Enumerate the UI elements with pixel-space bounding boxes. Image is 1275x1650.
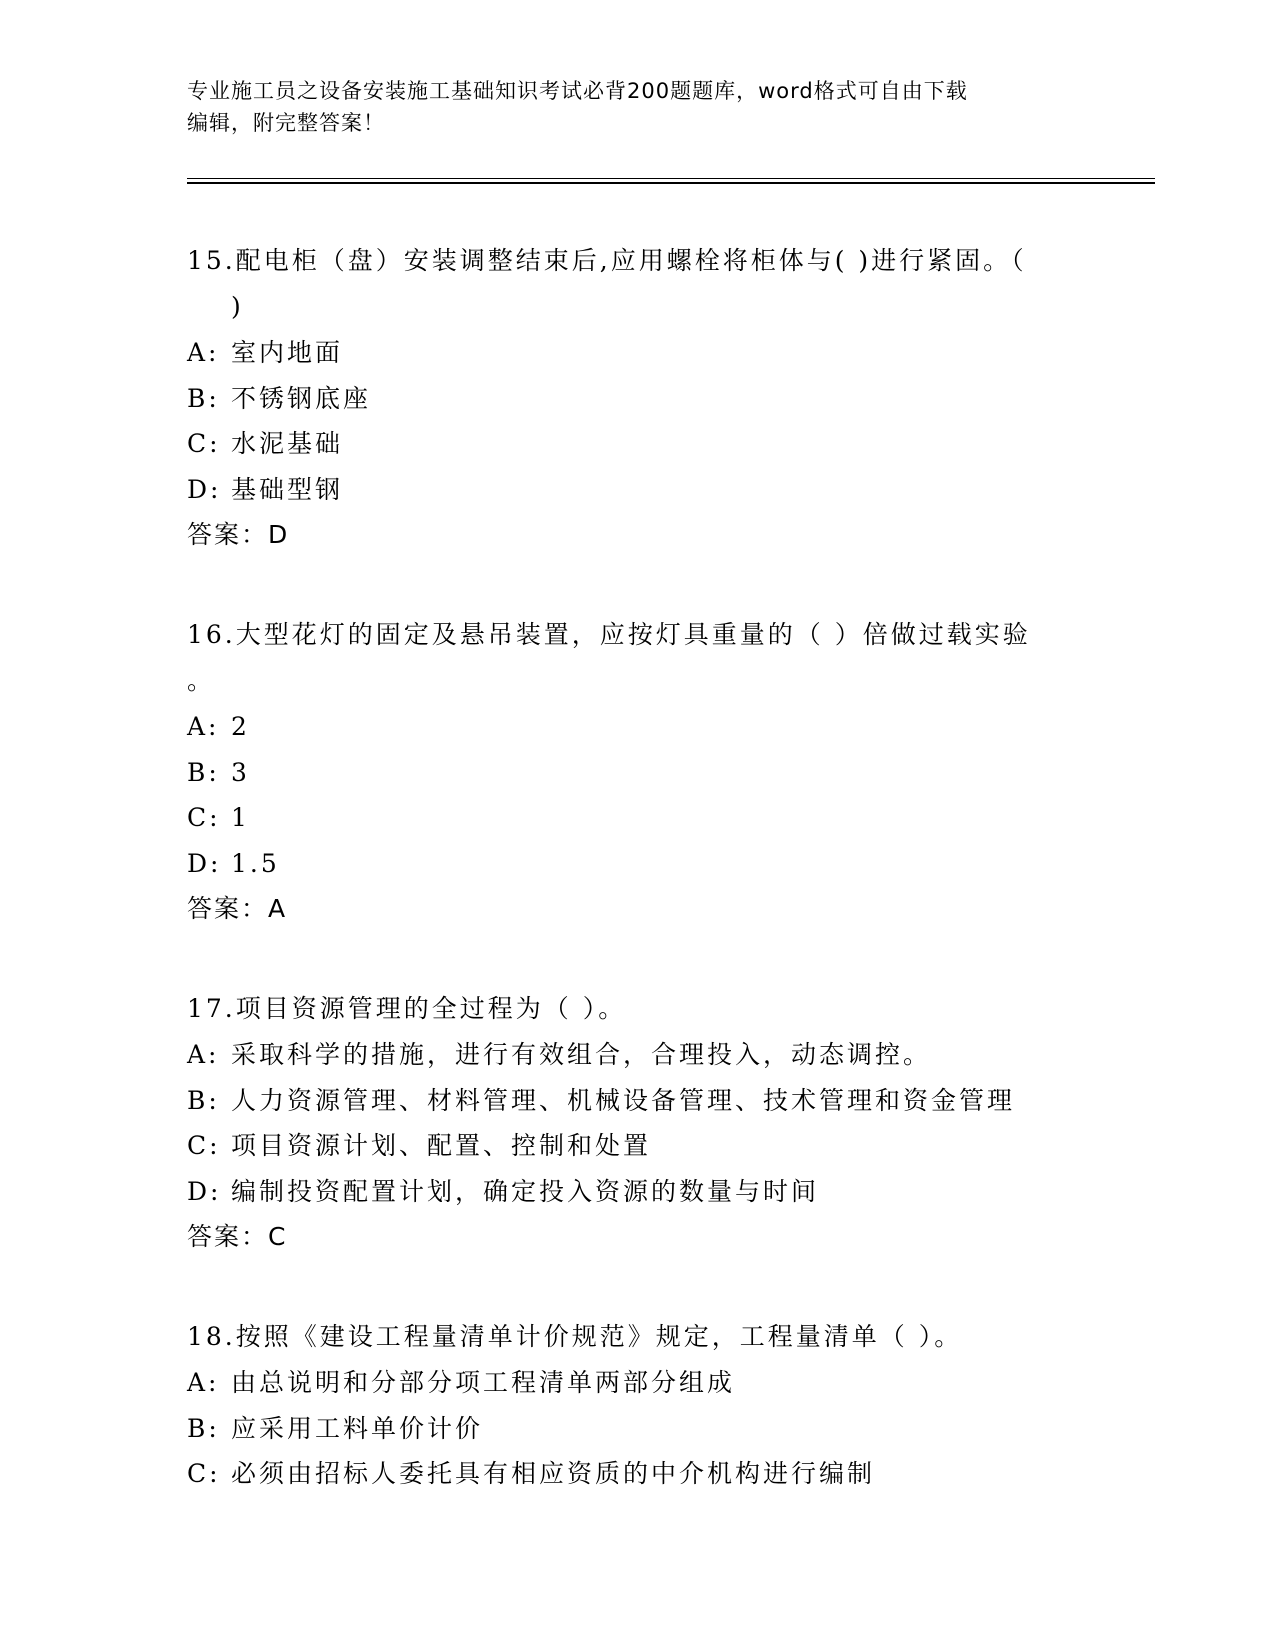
question-list — [187, 238, 1087, 1551]
header-line-2: 编辑，附完整答案！ — [187, 111, 385, 135]
option-letter: D: — [187, 1176, 222, 1206]
option-b — [187, 376, 1087, 422]
answer-line: 答案：A — [187, 894, 288, 923]
option-letter: D: — [187, 474, 222, 504]
option-text: 1.5 — [231, 848, 280, 878]
option-a — [187, 1360, 1087, 1406]
question-stem-line-1: 18.按照《建设工程量清单计价规范》规定，工程量清单（ ）。 — [187, 1322, 963, 1351]
option-b — [187, 750, 1087, 796]
option-letter: C: — [187, 1459, 221, 1488]
question-stem-line-1: 15.配电柜（盘）安装调整结束后,应用螺栓将柜体与( )进行紧固。（ — [187, 246, 1027, 275]
option-letter: B: — [187, 757, 220, 787]
question-16 — [187, 612, 1087, 932]
option-c — [187, 1451, 1087, 1497]
option-text: 应采用工料单价计价 — [231, 1413, 484, 1443]
option-letter: D: — [187, 848, 222, 878]
question-stem — [187, 612, 1087, 704]
option-c — [187, 421, 1087, 467]
question-stem — [187, 238, 1087, 330]
question-stem-line-1: 17.项目资源管理的全过程为（ ）。 — [187, 994, 627, 1023]
option-letter: A: — [187, 338, 220, 367]
header-line-1: 专业施工员之设备安装施工基础知识考试必背200题题库，word格式可自由下载 — [187, 79, 968, 103]
option-text: 必须由招标人委托具有相应资质的中介机构进行编制 — [231, 1459, 876, 1488]
option-letter: A: — [187, 1368, 220, 1397]
option-text: 不锈钢底座 — [231, 383, 372, 413]
question-stem — [187, 1314, 1087, 1360]
option-text: 采取科学的措施，进行有效组合，合理投入，动态调控。 — [231, 1040, 932, 1069]
question-stem-line-2: 。 — [187, 666, 216, 695]
option-letter: A: — [187, 1040, 220, 1069]
answer-line: 答案：D — [187, 520, 290, 549]
option-text: 3 — [231, 757, 250, 787]
option-letter: C: — [187, 803, 221, 832]
question-18 — [187, 1314, 1087, 1497]
header-divider-thick — [187, 182, 1155, 184]
option-a — [187, 1032, 1087, 1078]
option-letter: A: — [187, 712, 220, 741]
option-d — [187, 1169, 1087, 1215]
option-text: 2 — [231, 712, 250, 741]
header-divider-thin — [187, 178, 1155, 179]
document-header — [187, 75, 1087, 139]
option-letter: C: — [187, 429, 221, 458]
option-text: 室内地面 — [231, 338, 344, 367]
answer-line: 答案：C — [187, 1222, 288, 1251]
option-letter: B: — [187, 383, 220, 413]
option-text: 基础型钢 — [231, 474, 344, 504]
option-text: 项目资源计划、配置、控制和处置 — [231, 1131, 652, 1160]
option-a — [187, 330, 1087, 376]
option-b — [187, 1078, 1087, 1124]
option-letter: B: — [187, 1413, 220, 1443]
question-17 — [187, 986, 1087, 1260]
option-letter: B: — [187, 1085, 220, 1115]
option-text: 人力资源管理、材料管理、机械设备管理、技术管理和资金管理 — [231, 1085, 1016, 1115]
question-15 — [187, 238, 1087, 558]
option-letter: C: — [187, 1131, 221, 1160]
option-a — [187, 704, 1087, 750]
question-stem-line-1: 16.大型花灯的固定及悬吊装置，应按灯具重量的（ ）倍做过载实验 — [187, 620, 1031, 649]
option-d — [187, 841, 1087, 887]
option-c — [187, 795, 1087, 841]
option-text: 1 — [231, 803, 250, 832]
option-text: 水泥基础 — [231, 429, 344, 458]
question-stem — [187, 986, 1087, 1032]
option-text: 编制投资配置计划，确定投入资源的数量与时间 — [231, 1176, 820, 1206]
option-text: 由总说明和分部分项工程清单两部分组成 — [231, 1368, 736, 1397]
option-d — [187, 467, 1087, 513]
question-stem-line-2: ) — [231, 292, 244, 321]
option-b — [187, 1406, 1087, 1452]
option-c — [187, 1123, 1087, 1169]
